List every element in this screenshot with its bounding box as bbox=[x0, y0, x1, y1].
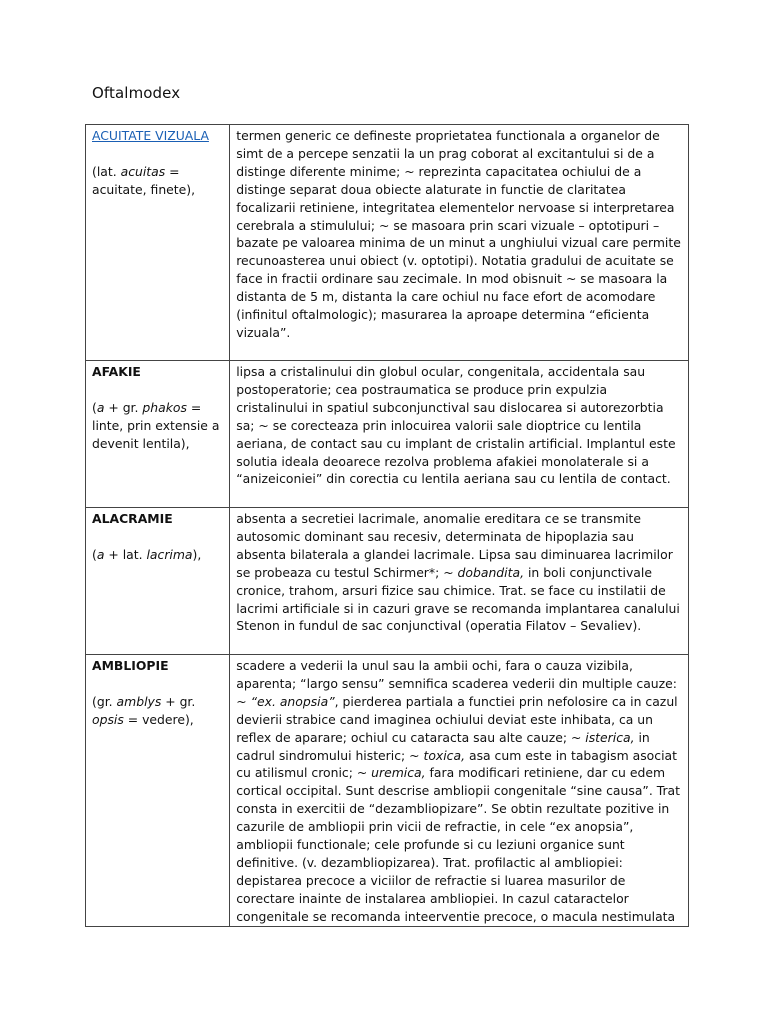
italic-run: “ex. anopsia” bbox=[250, 693, 335, 709]
definition-cell bbox=[230, 508, 689, 655]
text-run: = vedere), bbox=[123, 711, 194, 727]
etymology bbox=[92, 693, 223, 729]
text-run: (lat. bbox=[92, 163, 121, 179]
term-cell bbox=[86, 508, 230, 655]
definition-text bbox=[236, 364, 675, 486]
term-name-alacramie: ALACRAMIE bbox=[92, 511, 173, 526]
definition-cell bbox=[230, 125, 689, 361]
italic-run: opsis bbox=[92, 711, 124, 727]
etymology bbox=[92, 163, 223, 199]
term-name-afakie: AFAKIE bbox=[92, 364, 141, 379]
text-run: (gr. bbox=[92, 693, 117, 709]
text-run: + gr. bbox=[161, 693, 196, 709]
term-link-acuitate-vizuala[interactable]: ACUITATE VIZUALA bbox=[92, 128, 209, 143]
term-cell bbox=[86, 655, 230, 927]
text-run: absenta a secretiei lacrimale, anomalie ereditara ce se transmite autosomic dominant sau recesiv, determinata de hipoplazia sau absenta bilaterala a glandei lacrimale. Lipsa sau diminuarea lacrimilor se probeaza cu testul Schirmer*; ~ bbox=[236, 511, 673, 580]
text-run: ( bbox=[92, 399, 97, 415]
text-run: scadere a vederii la unul sau la ambii ochi, fara o cauza vizibila, aparenta; “largo sensu” semnifica scaderea vederii din multiple cauze: ~ bbox=[236, 658, 677, 709]
definition-text bbox=[236, 658, 680, 924]
text-run: , pierderea partiala a functiei prin nefolosire ca in cazul devierii strabice cand imaginea ochiului deviat este inhibata, ca un reflex de aparare; ochiul cu cataracta sau alte cauze; ~ bbox=[236, 693, 678, 745]
term-cell bbox=[86, 125, 230, 361]
text-run: termen generic ce defineste proprietatea functionala a organelor de simt de a percepe senzatii la un prag coborat al excitantului si de a distinge diferente minime; ~ reprezinta capacitatea ochiului de a distinge separat doua obiecte alaturate in functie de claritatea focalizarii retiniene, integritatea elementelor nervoase si interpretarea cerebrala a stimulului; ~ se masoara prin scari vizuale – optotipuri – bazate pe valoarea minima de un minut a unghiului vizual care permite recunoasterea unui obiect (v. optotipi). Notatia gradului de acuitate se face in fractii ordinare sau zecimale. In mod obisnuit ~ se masoara la distanta de 5 m, distanta la care ochiul nu face efort de acomodare (infinitul oftalmologic); masurarea la aproape determina “eficienta vizuala”. bbox=[236, 128, 681, 340]
text-run: asa cum este in tabagism asociat cu atilismul cronic; ~ bbox=[236, 747, 677, 781]
table-row bbox=[86, 361, 689, 508]
term-cell bbox=[86, 361, 230, 508]
italic-run: uremica, bbox=[371, 765, 426, 781]
text-run: = acuitate, finete), bbox=[92, 163, 196, 197]
definition-cell bbox=[230, 361, 689, 508]
etymology bbox=[92, 399, 223, 453]
definition-text bbox=[236, 128, 681, 340]
italic-run: a bbox=[96, 546, 105, 562]
italic-run: acuitas bbox=[120, 163, 166, 179]
italic-run: amblys bbox=[116, 693, 162, 709]
definition-text bbox=[236, 511, 680, 633]
document-title: Oftalmodex bbox=[92, 84, 181, 102]
text-run: ( bbox=[92, 546, 97, 562]
italic-run: isterica, bbox=[585, 729, 635, 745]
text-run: lipsa a cristalinului din globul ocular, congenitala, accidentala sau postoperatorie; cea postraumatica se produce prin expulzia cristalinului in spatiul subconjunctival sau dislocarea si autorezorbtia sa; ~ se corecteaza prin inlocuirea valorii sale dioptrice cu lentila aeriana, de contact sau cu implant de cristalin artificial. Implantul este solutia ideala deoarece rezolva problema afakiei monolaterale si a “anizeiconiei” din corectia cu lentila aeriana sau cu lentila de contact. bbox=[236, 364, 676, 487]
table-row bbox=[86, 125, 689, 361]
definition-cell bbox=[230, 655, 689, 927]
italic-run: lacrima bbox=[146, 546, 193, 562]
text-run: + gr. bbox=[104, 399, 143, 415]
table-row bbox=[86, 655, 689, 927]
table-row bbox=[86, 508, 689, 655]
glossary-table bbox=[85, 124, 689, 927]
etymology bbox=[92, 546, 223, 564]
text-run: in cadrul sindromului histeric; ~ bbox=[236, 729, 650, 763]
text-run: + lat. bbox=[104, 546, 147, 562]
text-run: ), bbox=[192, 546, 202, 562]
italic-run: a bbox=[96, 399, 105, 415]
italic-run: dobandita, bbox=[457, 564, 525, 580]
italic-run: toxica, bbox=[423, 747, 466, 763]
text-run: = linte, prin extensie a devenit lentila), bbox=[92, 399, 220, 451]
italic-run: phakos bbox=[142, 399, 187, 415]
term-name-ambliopie: AMBLIOPIE bbox=[92, 658, 169, 673]
text-run: in boli conjunctivale cronice, trahom, arsuri fizice sau chimice. Trat. se face cu instilatii de lacrimi artificiale si in cazuri grave se recomanda implantarea canalului Stenon in fundul de sac conjunctival (operatia Filatov – Sevaliev). bbox=[236, 564, 680, 634]
text-run: fara modificari retiniene, dar cu edem cortical occipital. Sunt descrise ambliopii congenitale “sine causa”. Trat consta in exercitii de “dezambliopizare”. Se obtin rezultate pozitive in cazurile de ambliopii prin vicii de refractie, in cele “ex anopsia”, ambliopii functionale; cele profunde si cu leziuni organice sunt definitive. (v. dezambliopizarea). Trat. profilactic al ambliopiei: depistarea precoce a viciilor de refractie si luarea masurilor de corectare inainte de instalarea ambliopiei. In cazul cataractelor congenitale se recomanda inteerventie precoce, o macula nestimulata bbox=[236, 765, 681, 924]
